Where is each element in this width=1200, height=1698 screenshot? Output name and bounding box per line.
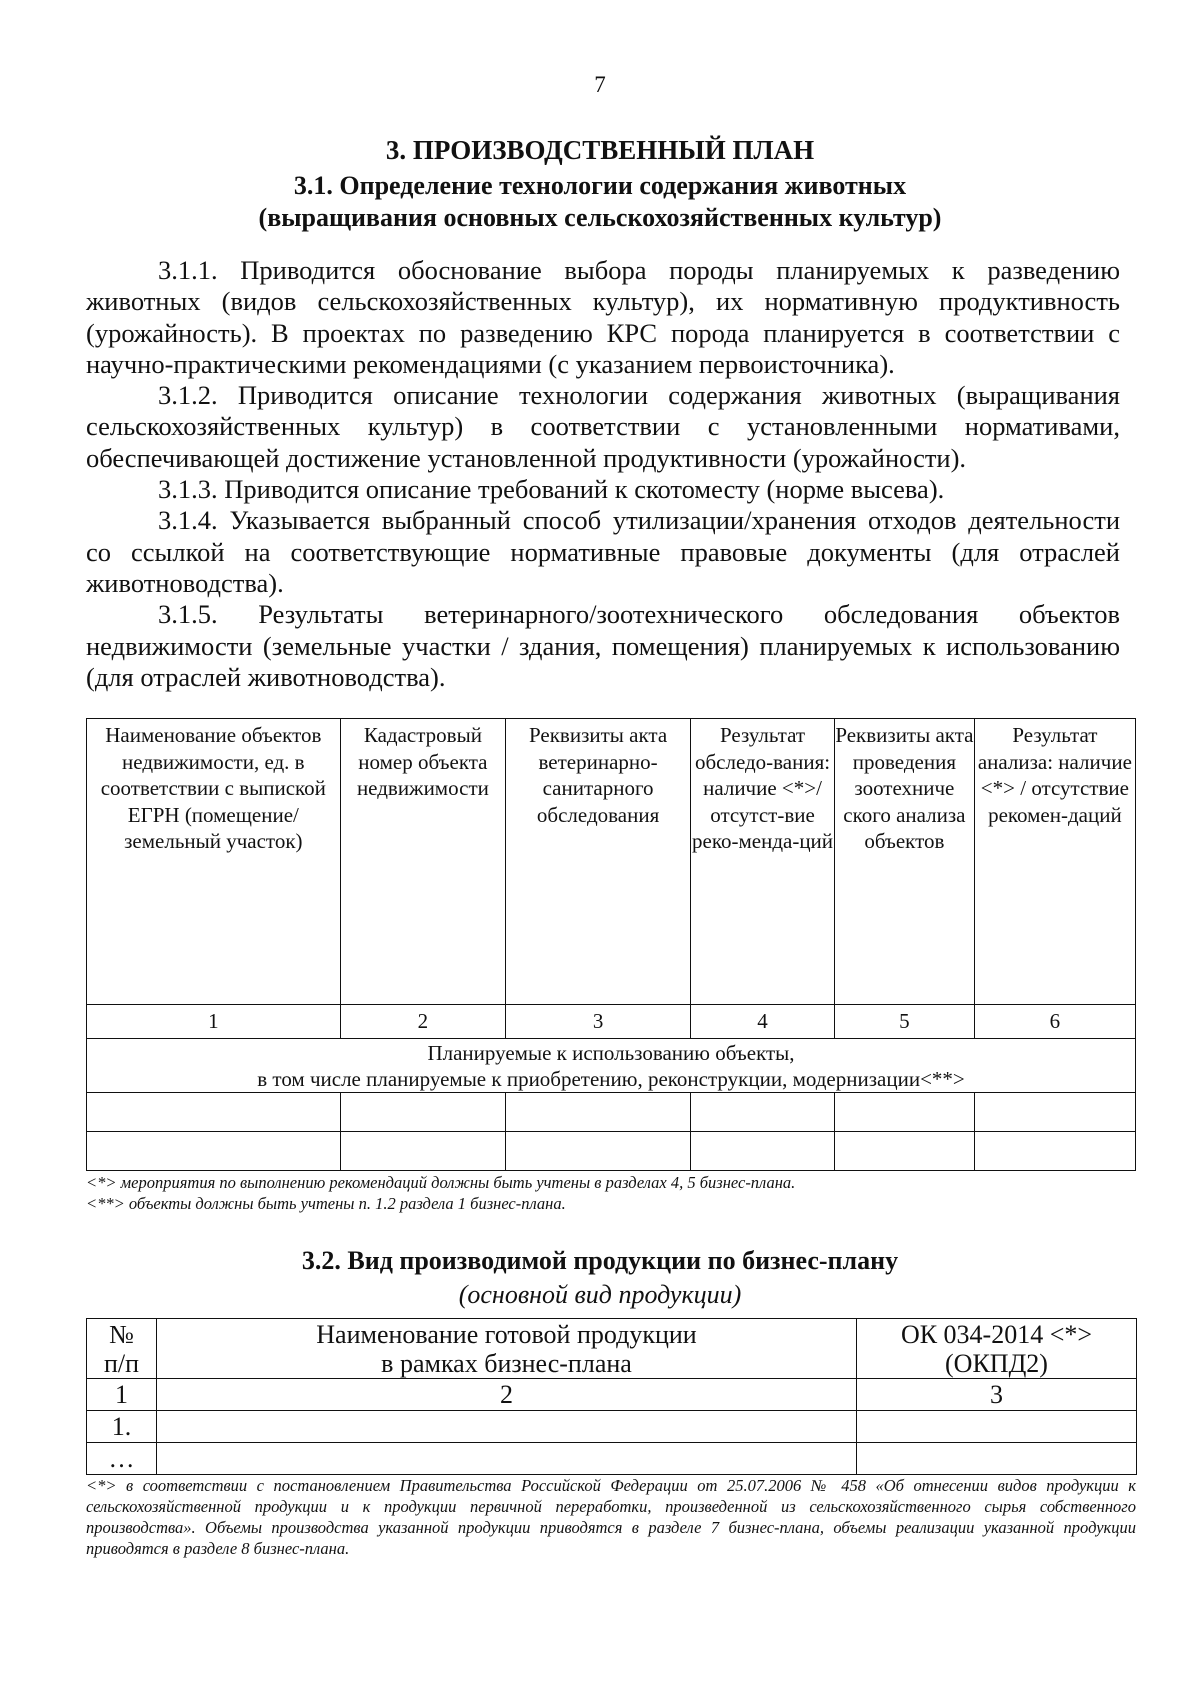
subsection-3-1-title-line1: 3.1. Определение технологии содержания животных (293, 171, 907, 200)
table-cell (340, 1132, 506, 1171)
table-cell (691, 1093, 835, 1132)
table-row (87, 1411, 1137, 1443)
table-row (87, 1093, 1136, 1132)
table-header-row (87, 1319, 1137, 1379)
table-cell (857, 1411, 1137, 1443)
header-text: ОК 034-2014 <*> (900, 1319, 1093, 1349)
group-row (87, 1039, 1136, 1093)
section-title: 3. ПРОИЗВОДСТВЕННЫЙ ПЛАН (385, 135, 815, 165)
paragraph-3-1-2: 3.1.2. Приводится описание технологии содержания животных (выращивания сельскохозяйственных культур) в соответствии с установленными нормативами, обеспечивающей достижение установленной продуктивности (урожайности). (86, 380, 1120, 473)
header-cell: Реквизиты акта проведения зоотехниче ского анализа объектов (835, 719, 975, 1005)
table-cell (974, 1132, 1135, 1171)
header-text: Наименование готовой продукции (316, 1319, 697, 1349)
table-cell (835, 1093, 975, 1132)
inspection-results-table (86, 718, 1136, 1171)
header-cell: Результат обследо-вания: наличие <*>/ отсутст-вие реко-менда-ций (691, 719, 835, 1005)
column-number-row (87, 1005, 1136, 1039)
table-cell (857, 1443, 1137, 1475)
column-number: 2 (157, 1379, 857, 1411)
table-cell (835, 1132, 975, 1171)
table-cell (974, 1093, 1135, 1132)
paragraph-3-1-1: 3.1.1. Приводится обоснование выбора породы планируемых к разведению животных (видов сельскохозяйственных культур), их нормативную продуктивность (урожайность). В проектах по разведению КРС порода планируется в соответствии с научно-практическими рекомендациями (с указанием первоисточника). (86, 255, 1120, 379)
table2-footnote: <*> в соответствии с постановлением Правительства Российской Федерации от 25.07.2006 № 458 «Об отнесении видов продукции к сельскохозяйственной продукции и к продукции первичной переработки, произведенной из сельскохозяйственного сырья собственного производства». Объемы производства указанной продукции приводятся в разделе 7 бизнес-плана, объемы реализации указанной продукции приводятся в разделе 8 бизнес-плана. (86, 1476, 1136, 1558)
column-number: 3 (506, 1005, 691, 1039)
table-cell (506, 1132, 691, 1171)
footnote-double-star: <**> объекты должны быть учтены п. 1.2 раздела 1 бизнес-плана. (86, 1194, 566, 1213)
table-cell (506, 1093, 691, 1132)
table-row (87, 1443, 1137, 1475)
products-table (86, 1318, 1137, 1475)
column-number-row (87, 1379, 1137, 1411)
paragraph-3-1-3: 3.1.3. Приводится описание требований к скотоместу (норме высева). (158, 474, 945, 505)
column-number: 5 (835, 1005, 975, 1039)
subsection-3-1-title-line2: (выращивания основных сельскохозяйственных культур) (258, 203, 942, 232)
subsection-3-1-title (0, 170, 1200, 234)
column-number: 1 (87, 1005, 341, 1039)
group-line2: в том числе планируемые к приобретению, реконструкции, модернизации<**> (257, 1066, 965, 1091)
header-cell-okpd2 (857, 1319, 1137, 1379)
table-cell (87, 1132, 341, 1171)
column-number: 6 (974, 1005, 1135, 1039)
subsection-3-2-title: 3.2. Вид производимой продукции по бизнес-плану (301, 1246, 899, 1275)
column-number: 4 (691, 1005, 835, 1039)
header-cell: Наименование объектов недвижимости, ед. в соответствии с выпиской ЕГРН (помещение/земельный участок) (87, 719, 341, 1005)
header-text: № (109, 1319, 134, 1349)
table-cell (340, 1093, 506, 1132)
footnote-star: <*> мероприятия по выполнению рекомендаций должны быть учтены в разделах 4, 5 бизнес-плана. (86, 1173, 796, 1192)
table-cell (157, 1411, 857, 1443)
paragraph-3-1-5: 3.1.5. Результаты ветеринарного/зоотехнического обследования объектов недвижимости (земельные участки / здания, помещения) планируемых к использованию (для отраслей животноводства). (86, 599, 1120, 692)
table1-footnotes (86, 1172, 1136, 1214)
header-cell-number (87, 1319, 157, 1379)
header-cell: Результат анализа: наличие <*> / отсутствие рекомен-даций (974, 719, 1135, 1005)
header-cell-product-name (157, 1319, 857, 1379)
header-text: (ОКПД2) (945, 1348, 1048, 1378)
header-cell: Кадастровый номер объекта недвижимости (340, 719, 506, 1005)
body-text (86, 255, 1120, 693)
table-cell (87, 1093, 341, 1132)
table-row (87, 1132, 1136, 1171)
paragraph-3-1-4: 3.1.4. Указывается выбранный способ утилизации/хранения отходов деятельности со ссылкой на соответствующие нормативные правовые документы (для отраслей животноводства). (86, 505, 1120, 598)
header-text: в рамках бизнес-плана (381, 1348, 632, 1378)
page-number: 7 (594, 72, 606, 97)
row-number: … (87, 1443, 157, 1475)
subsection-3-2-subtitle: (основной вид продукции) (458, 1280, 742, 1309)
group-cell (87, 1039, 1136, 1093)
table-header-row (87, 719, 1136, 1005)
header-text: п/п (103, 1348, 140, 1378)
table-cell (691, 1132, 835, 1171)
column-number: 1 (87, 1379, 157, 1411)
group-line1: Планируемые к использованию объекты, (427, 1040, 795, 1065)
column-number: 3 (857, 1379, 1137, 1411)
header-cell: Реквизиты акта ветеринарно-санитарного обследования (506, 719, 691, 1005)
column-number: 2 (340, 1005, 506, 1039)
row-number: 1. (87, 1411, 157, 1443)
table-cell (157, 1443, 857, 1475)
